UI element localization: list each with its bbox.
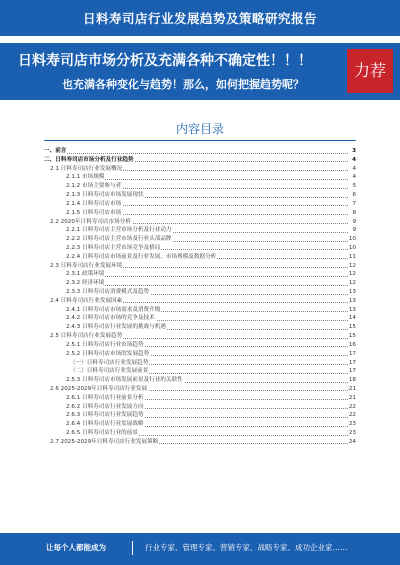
- toc-entry-title: 2.1.1 市场规模: [66, 174, 105, 181]
- toc-entry-page: 21: [348, 385, 356, 392]
- toc-entry-page: 17: [348, 368, 356, 375]
- footer-divider: [132, 541, 133, 555]
- toc-entry-title: 2.4 日料寿司店行业发展因素: [50, 297, 123, 304]
- document-title: 日料寿司店行业发展趋势及策略研究报告: [82, 11, 317, 26]
- toc-entry-title: 2.2.2 日料寿司店主营市场及行业头部品牌: [66, 236, 172, 243]
- toc-entry[interactable]: [44, 262, 356, 271]
- toc-entry[interactable]: [44, 359, 356, 368]
- banner-subheadline: 也充满各种变化与趋势！那么，如何把握趋势呢？: [62, 78, 304, 91]
- toc-entry-page: 13: [348, 306, 356, 313]
- toc-entry-title: 2.2.3 日料寿司店主营市场竞争及格局: [66, 244, 161, 251]
- toc-entry-page: 5: [352, 183, 356, 190]
- toc-entry-title: 2.1 日料寿司店行业发展概况: [50, 165, 123, 172]
- toc-entry-page: 12: [348, 271, 356, 278]
- toc-entry-title: 2.3.3 日料寿司店消费模式及趋势: [66, 289, 150, 295]
- toc-heading-underline: [44, 140, 356, 141]
- toc-entry[interactable]: [44, 244, 356, 253]
- toc-entry-title: 2.6.1 日料寿司店行业前景分析: [66, 394, 144, 401]
- toc-entry-title: （二）日料寿司店行业发展前景: [70, 368, 149, 375]
- toc-entry-page: 9: [352, 227, 356, 234]
- toc-entry[interactable]: [44, 314, 356, 323]
- toc-entry-page: 16: [348, 341, 356, 348]
- footer-slogan: 让每个人都能成为: [46, 543, 106, 552]
- toc-entry-page: 14: [348, 315, 356, 322]
- banner-headline: 日料寿司店市场分析及充满各种不确定性！！！: [18, 53, 312, 69]
- toc-entry-page: 22: [348, 412, 356, 419]
- toc-entry[interactable]: [44, 332, 356, 341]
- toc-entry-page: 8: [352, 209, 356, 216]
- toc-entry-page: 12: [348, 262, 356, 269]
- toc-entry[interactable]: [44, 200, 356, 209]
- toc-entry-title: 2.5.2 日料寿司店市场的发展趋势: [66, 350, 150, 357]
- toc-entry-page: 4: [352, 165, 356, 172]
- toc-entry-title: 2.1.3 日料寿司店市场发展现状: [66, 192, 144, 199]
- toc-entry-title: 2.1.4 日料寿司店市场: [66, 200, 122, 207]
- toc-entry-title: 2.7 2025-2029年日料寿司店行业发展策略: [50, 438, 159, 445]
- toc-entry-title: 2.5.1 日料寿司店行业市场趋势: [66, 341, 144, 348]
- toc-entry-title: 二、日料寿司店市场分析及行业趋势: [44, 156, 134, 163]
- toc-entry-page: 9: [352, 218, 356, 225]
- toc-heading: 内容目录: [175, 122, 224, 136]
- toc-entry[interactable]: [44, 270, 356, 279]
- toc-entry-title: 2.5.3 日料寿司店市场发展前景及行业的关联性: [66, 377, 183, 384]
- toc-entry[interactable]: [44, 191, 356, 200]
- toc-entry-page: 23: [348, 430, 356, 436]
- toc-entry-title: 2.4.3 日料寿司店行业发展的挑战与机遇: [66, 324, 166, 331]
- toc-entry[interactable]: [44, 429, 356, 438]
- toc-entry-page: 7: [352, 200, 356, 207]
- toc-entry[interactable]: [44, 253, 356, 262]
- toc-entry[interactable]: [44, 350, 356, 359]
- toc-entry-title: 2.5 日料寿司店行业发展趋势: [50, 333, 123, 340]
- header-divider: [0, 36, 400, 39]
- toc-entry-title: 2.4.2 日料寿司店市场的竞争及技术: [66, 315, 155, 322]
- toc-entry-page: 15: [348, 324, 356, 331]
- toc-entry-title: 2.1.2 市场主要参与者: [66, 183, 122, 190]
- toc-entry-title: 2.3.2 经济环境: [66, 280, 105, 287]
- toc-entry[interactable]: [44, 376, 356, 385]
- toc-entry[interactable]: [44, 385, 356, 394]
- toc-entry[interactable]: [44, 235, 356, 244]
- toc-entry[interactable]: [44, 156, 356, 165]
- toc-entry[interactable]: [44, 394, 356, 403]
- table-of-contents: [44, 147, 356, 447]
- toc-entry-page: 22: [348, 403, 356, 410]
- toc-entry-title: 2.6.2 日料寿司店行业发展方向: [66, 403, 144, 410]
- toc-entry-page: 13: [348, 289, 356, 295]
- toc-entry-title: 2.2.4 日料寿司店市场前景及行业发展，市场规模及数据分析: [66, 253, 217, 260]
- toc-entry-page: 23: [348, 421, 356, 428]
- toc-leader-dots: [66, 285, 348, 286]
- toc-entry[interactable]: [44, 438, 356, 447]
- toc-entry-title: 2.6 2025-2029年日料寿司店行业发展: [50, 385, 148, 392]
- toc-entry-page: 3: [352, 148, 356, 154]
- toc-entry[interactable]: [44, 403, 356, 412]
- toc-entry[interactable]: [44, 367, 356, 376]
- toc-entry[interactable]: [44, 323, 356, 332]
- toc-entry[interactable]: [44, 209, 356, 218]
- toc-entry[interactable]: [44, 147, 356, 156]
- toc-entry-page: 15: [348, 333, 356, 340]
- toc-entry-page: 24: [348, 438, 356, 445]
- toc-entry[interactable]: [44, 279, 356, 288]
- toc-entry-page: 4: [352, 156, 356, 163]
- toc-entry-page: 13: [348, 297, 356, 304]
- toc-leader-dots: [66, 276, 348, 277]
- toc-entry-page: 21: [348, 394, 356, 401]
- toc-entry-title: 2.4.1 日料寿司店市场需求及消费升级: [66, 306, 161, 313]
- toc-entry[interactable]: [44, 182, 356, 191]
- toc-entry[interactable]: [44, 306, 356, 315]
- recommend-badge: 力荐: [347, 49, 393, 93]
- toc-entry-page: 4: [352, 174, 356, 181]
- toc-entry-page: 12: [348, 280, 356, 287]
- toc-entry-title: （一）日料寿司店行业发展趋势: [70, 359, 149, 366]
- toc-entry[interactable]: [44, 165, 356, 174]
- toc-entry[interactable]: [44, 218, 356, 227]
- toc-entry-page: 18: [348, 377, 356, 384]
- toc-entry[interactable]: [44, 288, 356, 297]
- toc-entry-title: 2.6.5 日料寿司店行业的前景: [66, 430, 138, 436]
- toc-entry-page: 17: [348, 359, 356, 366]
- toc-entry-page: 11: [348, 253, 356, 260]
- toc-entry-title: 2.2 2020年日料寿司店市场分析: [50, 218, 131, 225]
- toc-entry[interactable]: [44, 297, 356, 306]
- toc-entry-page: 10: [348, 244, 356, 251]
- toc-entry-title: 2.2.1 日料寿司店主营市场分析及行业动力: [66, 227, 172, 234]
- toc-entry-title: 2.6.3 日料寿司店行业发展趋势: [66, 412, 144, 419]
- toc-entry[interactable]: [44, 173, 356, 182]
- toc-entry[interactable]: [44, 341, 356, 350]
- toc-entry-page: 17: [348, 350, 356, 357]
- toc-leader-dots: [44, 153, 348, 154]
- toc-entry-page: 10: [348, 236, 356, 243]
- toc-entry[interactable]: [44, 420, 356, 429]
- toc-entry[interactable]: [44, 411, 356, 420]
- toc-entry-title: 2.1.5 日料寿司店市场: [66, 209, 122, 216]
- toc-entry-title: 一、前言: [44, 148, 67, 154]
- toc-entry-title: 2.3.1 政策环境: [66, 271, 105, 278]
- footer-tagline: 行业专家、管理专家、营销专家、战略专家、成功企业家……: [145, 543, 348, 552]
- toc-entry-title: 2.3 日料寿司店行业发展环境: [50, 262, 123, 269]
- toc-leader-dots: [66, 179, 348, 180]
- toc-entry[interactable]: [44, 226, 356, 235]
- toc-entry-title: 2.6.4 日料寿司店行业发展战略: [66, 421, 144, 428]
- toc-entry-page: 6: [352, 192, 356, 199]
